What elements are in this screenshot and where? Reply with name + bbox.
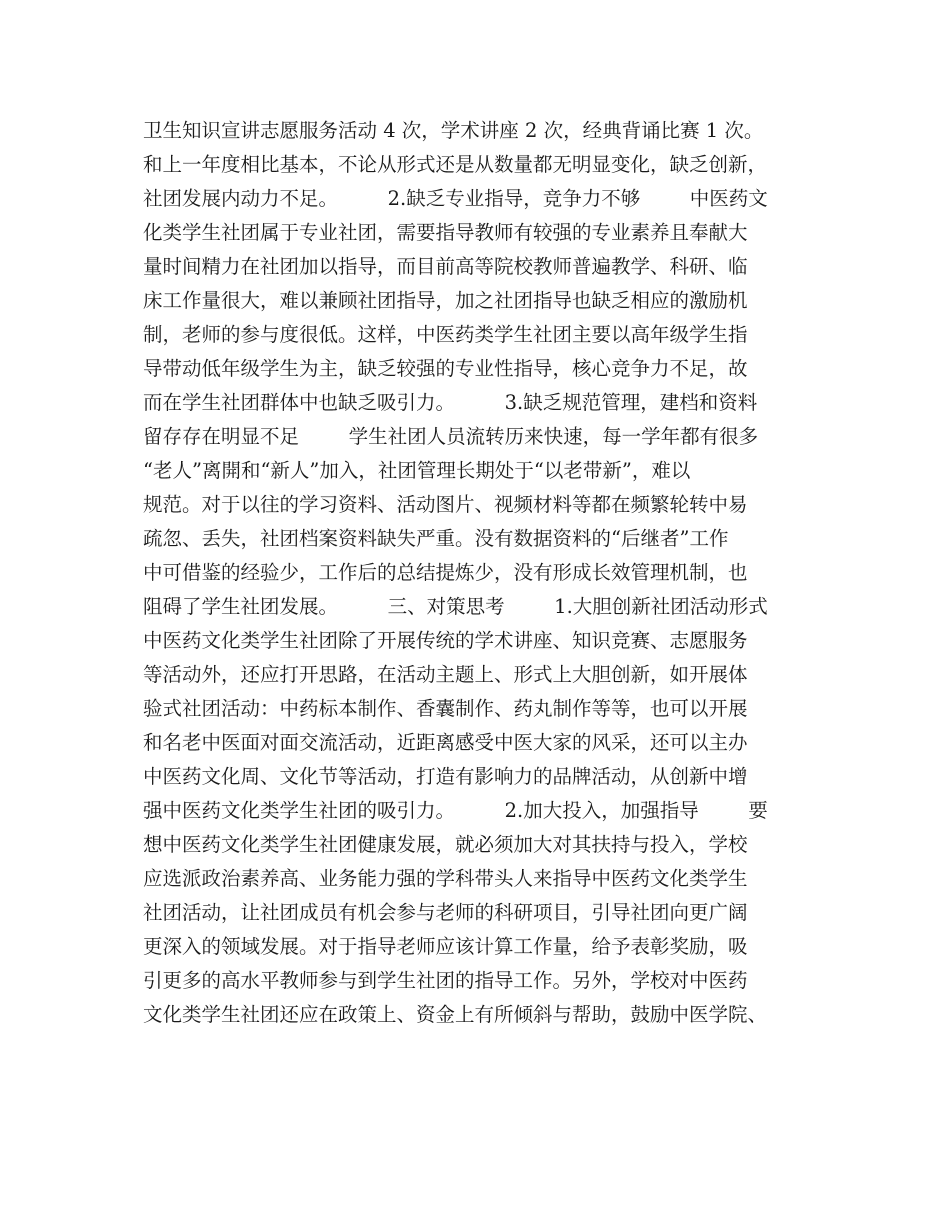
text-line: 中可借鉴的经验少，工作后的总结提炼少，没有形成长效管理机制，也 [143,561,748,584]
text-line: 应选派政治素养高、业务能力强的学科带头人来指导中医药文化类学生 [143,867,748,890]
text-line: 规范。对于以往的学习资料、活动图片、视频材料等都在频繁轮转中易 [143,493,748,516]
text-line: 量时间精力在社团加以指导，而目前高等院校教师普遍教学、科研、临 [143,255,748,278]
text-line: 验式社团活动：中药标本制作、香囊制作、药丸制作等等，也可以开展 [143,697,748,720]
text-line: 阻碍了学生社团发展。 三、对策思考 1.大胆创新社团活动形式 [143,595,768,618]
text-line: 中医药文化类学生社团除了开展传统的学术讲座、知识竞赛、志愿服务 [143,629,748,652]
text-line: 而在学生社团群体中也缺乏吸引力。 3.缺乏规范管理，建档和资料 [143,391,758,414]
text-line: 留存存在明显不足 学生社团人员流转历来快速，每一学年都有很多 [143,425,759,448]
text-line: 和名老中医面对面交流活动，近距离感受中医大家的风采，还可以主办 [143,731,748,754]
text-line: 和上一年度相比基本，不论从形式还是从数量都无明显变化，缺乏创新， [143,153,768,176]
text-line: 等活动外，还应打开思路，在活动主题上、形式上大胆创新，如开展体 [143,663,748,686]
text-line: 化类学生社团属于专业社团，需要指导教师有较强的专业素养且奉献大 [143,221,748,244]
text-line: 卫生知识宣讲志愿服务活动 4 次，学术讲座 2 次，经典背诵比赛 1 次。 [143,119,764,142]
text-line: 想中医药文化类学生社团健康发展，就必须加大对其扶持与投入，学校 [143,833,748,856]
text-line: “老人”离開和“新人”加入，社团管理长期处于“以老带新”，难以 [143,459,691,482]
text-line: 社团发展内动力不足。 2.缺乏专业指导，竞争力不够 中医药文 [143,187,768,210]
text-line: 导带动低年级学生为主，缺乏较强的专业性指导，核心竞争力不足，故 [143,357,748,380]
text-line: 强中医药文化类学生社团的吸引力。 2.加大投入，加强指导 要 [143,799,768,822]
text-line: 制，老师的参与度很低。这样，中医药类学生社团主要以高年级学生指 [143,323,748,346]
body-text [143,114,833,1032]
text-line: 文化类学生社团还应在政策上、资金上有所倾斜与帮助，鼓励中医学院、 [143,1003,768,1026]
text-line: 疏忽、丢失，社团档案资料缺失严重。没有数据资料的“后继者”工作 [143,527,729,550]
text-line: 社团活动，让社团成员有机会参与老师的科研项目，引导社团向更广阔 [143,901,748,924]
text-line: 床工作量很大，难以兼顾社团指导，加之社团指导也缺乏相应的激励机 [143,289,748,312]
text-line: 更深入的领域发展。对于指导老师应该计算工作量，给予表彰奖励，吸 [143,935,748,958]
text-line: 引更多的高水平教师参与到学生社团的指导工作。另外，学校对中医药 [143,969,748,992]
text-line: 中医药文化周、文化节等活动，打造有影响力的品牌活动，从创新中增 [143,765,748,788]
